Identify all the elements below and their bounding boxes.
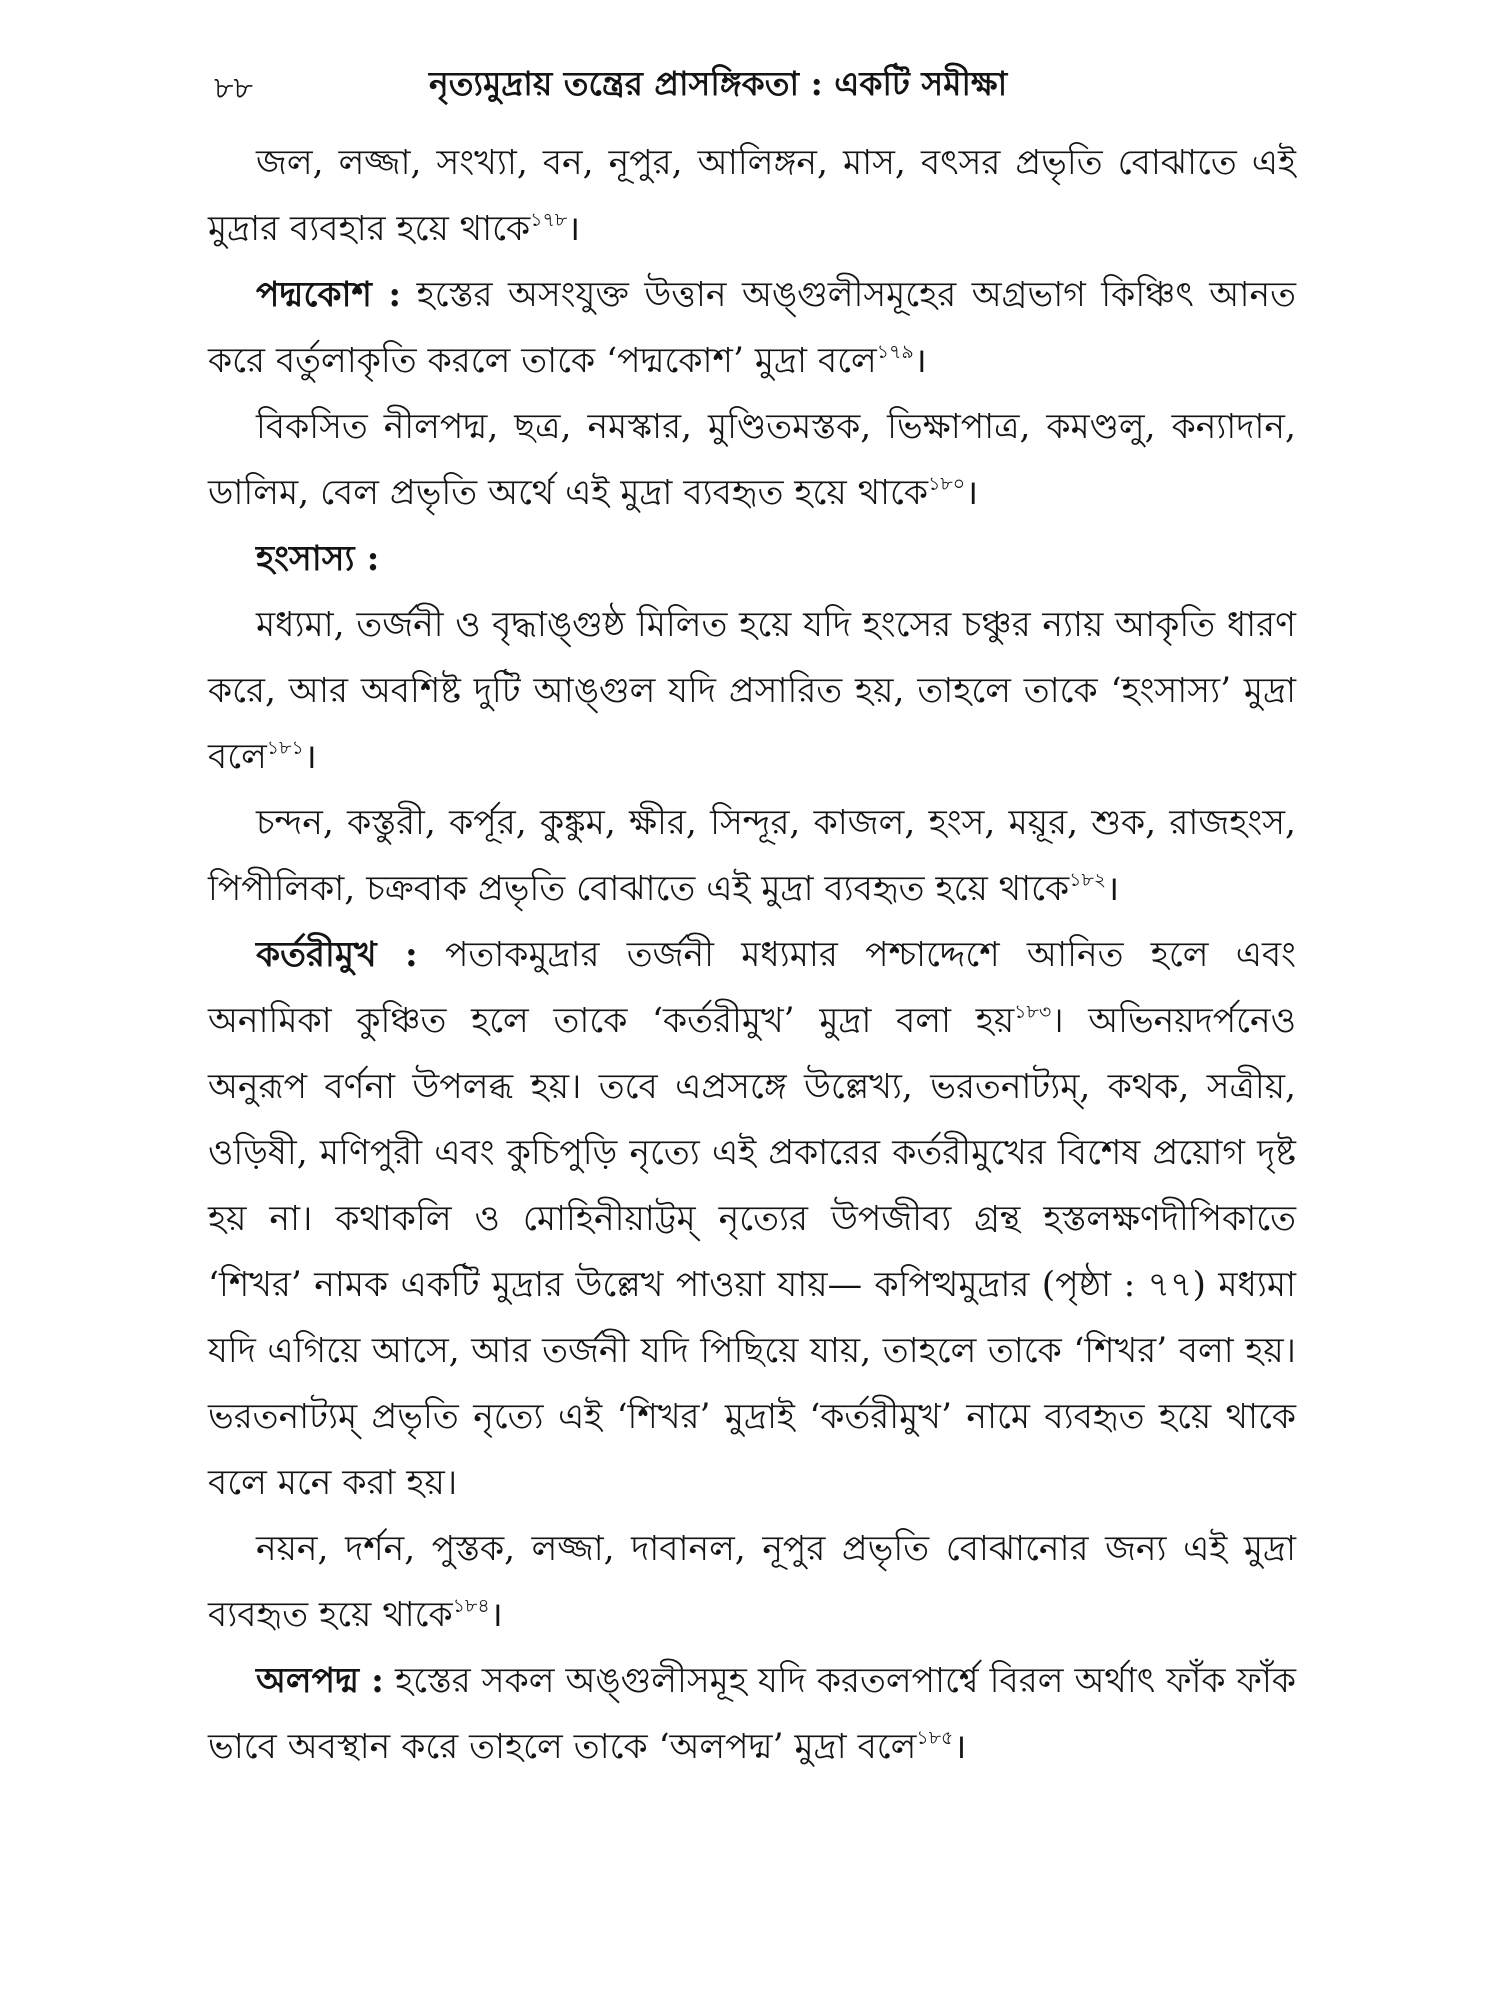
paragraph-alapadma: অলপদ্ম : হস্তের সকল অঙ্গুলীসমূহ যদি করতলপার্শ্বে বিরল অর্থাৎ ফাঁক ফাঁক ভাবে অবস্থান করে তাহলে তাকে ‘অলপদ্ম’ মুদ্রা বলে$^{১৮৫}$। <box>208 1661 1296 1767</box>
page-number: ৮৮ <box>214 71 253 106</box>
footnote-ref: ১৮৫ <box>916 1727 954 1749</box>
footnote-ref: ১৮২ <box>1069 869 1107 891</box>
paragraph-jal: জল, লজ্জা, সংখ্যা, বন, নূপুর, আলিঙ্গন, মাস, বৎসর প্রভৃতি বোঝাতে এই মুদ্রার ব্যবহার হয়ে থাকে$^{১৭৮}$। <box>208 143 1296 249</box>
mudra-term: পদ্মকোশ : <box>256 275 402 315</box>
paragraph-text: বিকসিত নীলপদ্ম, ছত্র, নমস্কার, মুণ্ডিতমস্তক, ভিক্ষাপাত্র, কমণ্ডলু, কন্যাদান, ডালিম, বেল প্রভৃতি অর্থে এই মুদ্রা ব্যবহৃত হয়ে থাকে <box>208 407 1296 513</box>
paragraph-kartarimukha <box>208 922 1296 1516</box>
footnote-ref: ১৮১ <box>266 737 304 759</box>
mudra-term: অলপদ্ম : <box>256 1661 384 1701</box>
footnote-ref: ১৭৯ <box>876 341 914 363</box>
footnote-ref: ১৮৩ <box>1014 1001 1052 1023</box>
footnote-ref: ১৭৮ <box>530 209 568 231</box>
footnote-ref: ১৮৪ <box>452 1595 490 1617</box>
mudra-term: কর্তরীমুখ : <box>256 935 418 975</box>
footnote-ref: ১৮০ <box>928 473 966 495</box>
paragraph-text: চন্দন, কস্তুরী, কর্পূর, কুঙ্কুম, ক্ষীর, সিন্দূর, কাজল, হংস, ময়ূর, শুক, রাজহংস, পিপীলিকা, চক্রবাক প্রভৃতি বোঝাতে এই মুদ্রা ব্যবহৃত হয়ে থাকে <box>208 803 1296 909</box>
paragraph-text: নয়ন, দর্শন, পুস্তক, লজ্জা, দাবানল, নূপুর প্রভৃতি বোঝানোর জন্য এই মুদ্রা ব্যবহৃত হয়ে থাকে <box>208 1529 1296 1635</box>
body-text <box>208 130 1296 1780</box>
paragraph-chandan: চন্দন, কস্তুরী, কর্পূর, কুঙ্কুম, ক্ষীর, সিন্দূর, কাজল, হংস, ময়ূর, শুক, রাজহংস, পিপীলিকা, চক্রবাক প্রভৃতি বোঝাতে এই মুদ্রা ব্যবহৃত হয়ে থাকে$^{১৮২}$। <box>208 803 1296 909</box>
paragraph-nayan: নয়ন, দর্শন, পুস্তক, লজ্জা, দাবানল, নূপুর প্রভৃতি বোঝানোর জন্য এই মুদ্রা ব্যবহৃত হয়ে থাকে$^{১৮৪}$। <box>208 1529 1296 1635</box>
paragraph-madhyama: মধ্যমা, তর্জনী ও বৃদ্ধাঙ্গুষ্ঠ মিলিত হয়ে যদি হংসের চঞ্চুর ন্যায় আকৃতি ধারণ করে, আর অবশিষ্ট দুটি আঙ্গুল যদি প্রসারিত হয়, তাহলে তাকে ‘হংসাস্য’ মুদ্রা বলে$^{১৮১}$। <box>208 605 1296 777</box>
paragraph-text: হস্তের অসংযুক্ত উত্তান অঙ্গুলীসমূহের অগ্রভাগ কিঞ্চিৎ আনত করে বর্তুলাকৃতি করলে তাকে ‘পদ্মকোশ’ মুদ্রা বলে <box>208 275 1296 381</box>
mudra-term: হংসাস্য : <box>256 539 380 579</box>
heading-hamsasya <box>208 526 1296 592</box>
paragraph-bikasita: বিকসিত নীলপদ্ম, ছত্র, নমস্কার, মুণ্ডিতমস্তক, ভিক্ষাপাত্র, কমণ্ডলু, কন্যাদান, ডালিম, বেল প্রভৃতি অর্থে এই মুদ্রা ব্যবহৃত হয়ে থাকে$^{১৮০}$। <box>208 407 1296 513</box>
paragraph-text: জল, লজ্জা, সংখ্যা, বন, নূপুর, আলিঙ্গন, মাস, বৎসর প্রভৃতি বোঝাতে এই মুদ্রার ব্যবহার হয়ে থাকে <box>208 143 1296 249</box>
paragraph-text: হস্তের সকল অঙ্গুলীসমূহ যদি করতলপার্শ্বে বিরল অর্থাৎ ফাঁক ফাঁক ভাবে অবস্থান করে তাহলে তাকে ‘অলপদ্ম’ মুদ্রা বলে <box>208 1661 1296 1767</box>
running-title: নৃত্যমুদ্রায় তন্ত্রের প্রাসঙ্গিকতা : একটি সমীক্ষা <box>429 64 1008 103</box>
paragraph-text: পতাকমুদ্রার তর্জনী মধ্যমার পশ্চাদ্দেশে আনিত হলে এবং অনামিকা কুঞ্চিত হলে তাকে ‘কর্তরীমুখ’ মুদ্রা বলা হয় <box>208 935 1296 1041</box>
page-header <box>214 58 1286 108</box>
paragraph-padmakosha: পদ্মকোশ : হস্তের অসংযুক্ত উত্তান অঙ্গুলীসমূহের অগ্রভাগ কিঞ্চিৎ আনত করে বর্তুলাকৃতি করলে তাকে ‘পদ্মকোশ’ মুদ্রা বলে$^{১৭৯}$। <box>208 275 1296 381</box>
paragraph-text: মধ্যমা, তর্জনী ও বৃদ্ধাঙ্গুষ্ঠ মিলিত হয়ে যদি হংসের চঞ্চুর ন্যায় আকৃতি ধারণ করে, আর অবশিষ্ট দুটি আঙ্গুল যদি প্রসারিত হয়, তাহলে তাকে ‘হংসাস্য’ মুদ্রা বলে <box>208 605 1296 777</box>
paragraph-text-continued: । অভিনয়দর্পনেও অনুরূপ বর্ণনা উপলব্ধ হয়। তবে এপ্রসঙ্গে উল্লেখ্য, ভরতনাট্যম্, কথক, সত্রীয়, ওড়িষী, মণিপুরী এবং কুচিপুড়ি নৃত্যে এই প্রকারের কর্তরীমুখের বিশেষ প্রয়োগ দৃষ্ট হয় না। কথাকলি ও মোহিনীয়াট্টম্ নৃত্যের উপজীব্য গ্রন্থ হস্তলক্ষণদীপিকাতে ‘শিখর’ নামক একটি মুদ্রার উল্লেখ পাওয়া যায়— কপিত্থমুদ্রার (পৃষ্ঠা : ৭৭) মধ্যমা যদি এগিয়ে আসে, আর তর্জনী যদি পিছিয়ে যায়, তাহলে তাকে ‘শিখর’ বলা হয়। ভরতনাট্যম্ প্রভৃতি নৃত্যে এই ‘শিখর’ মুদ্রাই ‘কর্তরীমুখ’ নামে ব্যবহৃত হয়ে থাকে বলে মনে করা হয়। <box>208 1001 1296 1503</box>
